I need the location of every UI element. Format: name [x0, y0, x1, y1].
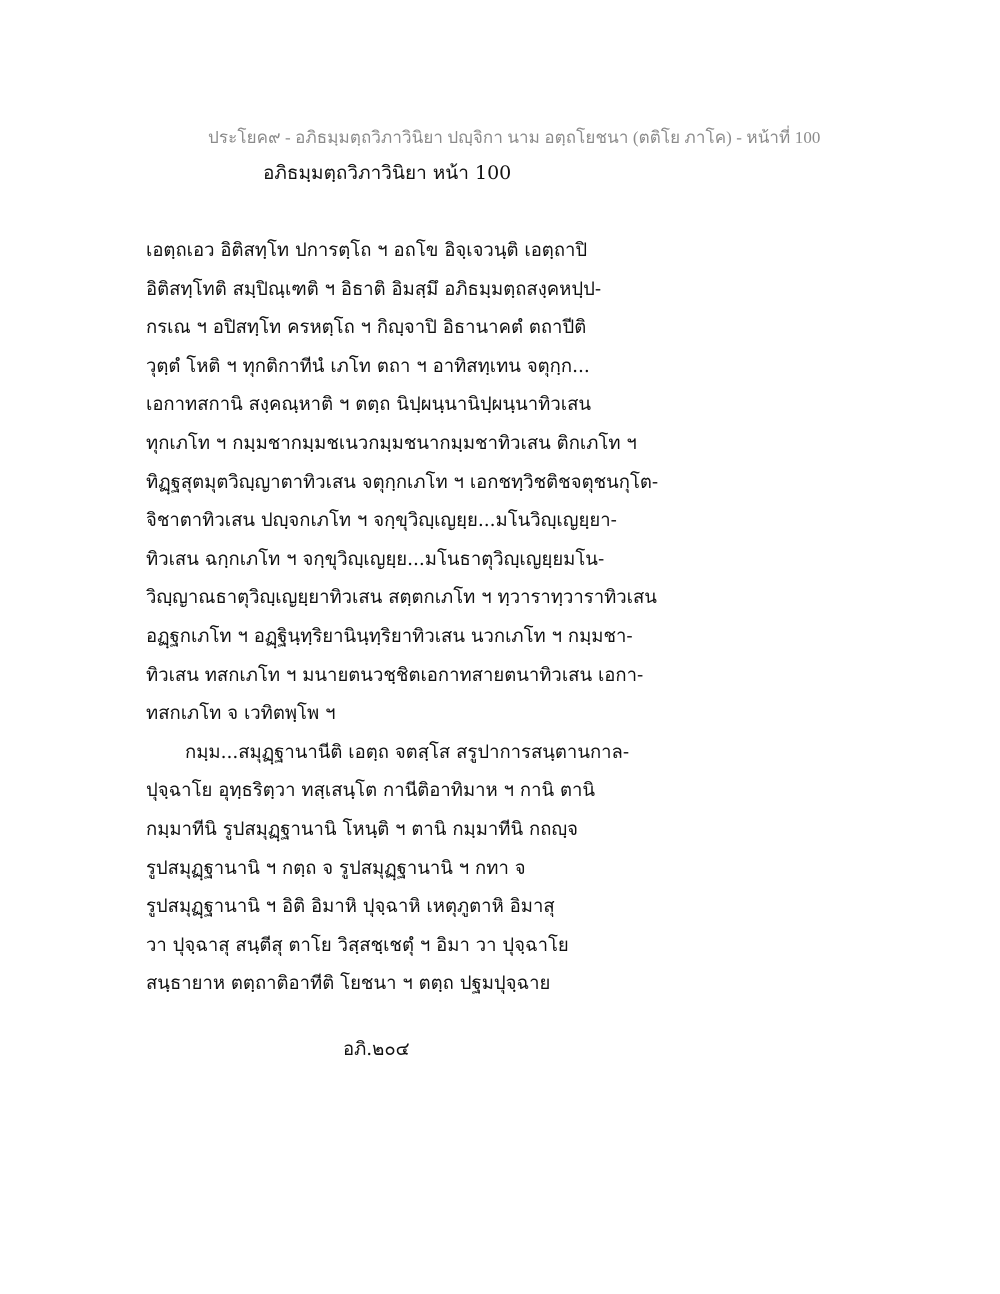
text-line: ทสกเภโท จ เวทิตพฺโพ ฯ — [146, 703, 336, 725]
running-header: ประโยค๙ - อภิธมฺมตฺถวิภาวินิยา ปญฺจิกา นาม อตฺถโยชนา (ตติโย ภาโค) - หน้าที่ 100 — [208, 128, 821, 147]
text-line: ทิวเสน ทสกเภโท ฯ มนายตนวชฺชิตเอกาทสายตนาทิวเสน เอกา- — [146, 664, 644, 686]
text-line: กมฺมาทีนิ รูปสมุฏฺฐานานิ โหนฺติ ฯ ตานิ กมฺมาทีนิ กถญฺจ — [146, 818, 579, 840]
text-line: วิญฺญาณธาตุวิญฺเญยฺยาทิวเสน สตฺตกเภโท ฯ ทฺวาราทฺวาราทิวเสน — [146, 587, 657, 609]
text-line: รูปสมุฏฺฐานานิ ฯ กตฺถ จ รูปสมุฏฺฐานานิ ฯ กทา จ — [146, 857, 526, 879]
text-line: อฏฺฐกเภโท ฯ อฏฺฐินฺทฺริยานินฺทฺริยาทิวเสน นวกเภโท ฯ กมฺมชา- — [146, 625, 633, 647]
text-line: กรเณ ฯ อปิสทฺโท ครหตฺโถ ฯ กิญฺจาปิ อิธานาคตํ ตถาปีติ — [146, 317, 587, 339]
text-line: อิติสทฺโทติ สมฺปิณฺเฑติ ฯ อิธาติ อิมสฺมึ อภิธมฺมตฺถสงฺคหปฺป- — [146, 278, 602, 300]
text-line: ทิฏฺฐสุตมุตวิญฺญาตาทิวเสน จตุกฺกเภโท ฯ เอกชทฺวิชติชจตุชนกุโต- — [146, 471, 659, 493]
text-line: สนฺธายาห ตตฺถาติอาทีติ โยชนา ฯ ตตฺถ ปฐมปุจฺฉาย — [146, 973, 551, 995]
text-line: ทุกเภโท ฯ กมฺมชากมฺมชเนวกมฺมชนากมฺมชาทิวเสน ติกเภโท ฯ — [146, 432, 637, 454]
page-title: อภิธมฺมตฺถวิภาวินิยา หน้า 100 — [263, 162, 512, 184]
page-footer-code: อภิ.๒๐๔ — [343, 1039, 410, 1060]
body-text — [146, 232, 706, 1004]
text-line: เอกาทสกานิ สงฺคณฺหาติ ฯ ตตฺถ นิปฺผนฺนานิปฺผนฺนาทิวเสน — [146, 394, 592, 416]
text-line: จิชาตาทิวเสน ปญฺจกเภโท ฯ จกฺขุวิญฺเญยฺย...มโนวิญฺเญยฺยา- — [146, 510, 617, 532]
text-line: วุตฺตํ โหติ ฯ ทุกติกาทีนํ เภโท ตถา ฯ อาทิสทฺเทน จตุกฺก... — [146, 355, 590, 377]
paragraph-start-line: กมฺม...สมุฏฺฐานานีติ เอตฺถ จตสฺโส สรูปาการสนฺตานกาล- — [185, 741, 630, 763]
text-line: ปุจฺฉาโย อุทฺธริตฺวา ทสฺเสนฺโต กานีติอาทิมาห ฯ กานิ ตานิ — [146, 780, 596, 802]
text-line: เอตฺถเอว อิติสทฺโท ปการตฺโถ ฯ อถโข อิจฺเจวนฺติ เอตฺถาปิ — [146, 240, 588, 261]
text-line: ทิวเสน ฉกฺกเภโท ฯ จกฺขุวิญฺเญยฺย...มโนธาตุวิญฺเญยฺยมโน- — [146, 548, 605, 570]
text-line: วา ปุจฺฉาสุ สนฺตีสุ ตาโย วิสฺสชฺเชตุํ ฯ อิมา วา ปุจฺฉาโย — [146, 934, 569, 956]
text-line: รูปสมุฏฺฐานานิ ฯ อิติ อิมาหิ ปุจฺฉาหิ เหตุภูตาหิ อิมาสุ — [146, 896, 555, 918]
